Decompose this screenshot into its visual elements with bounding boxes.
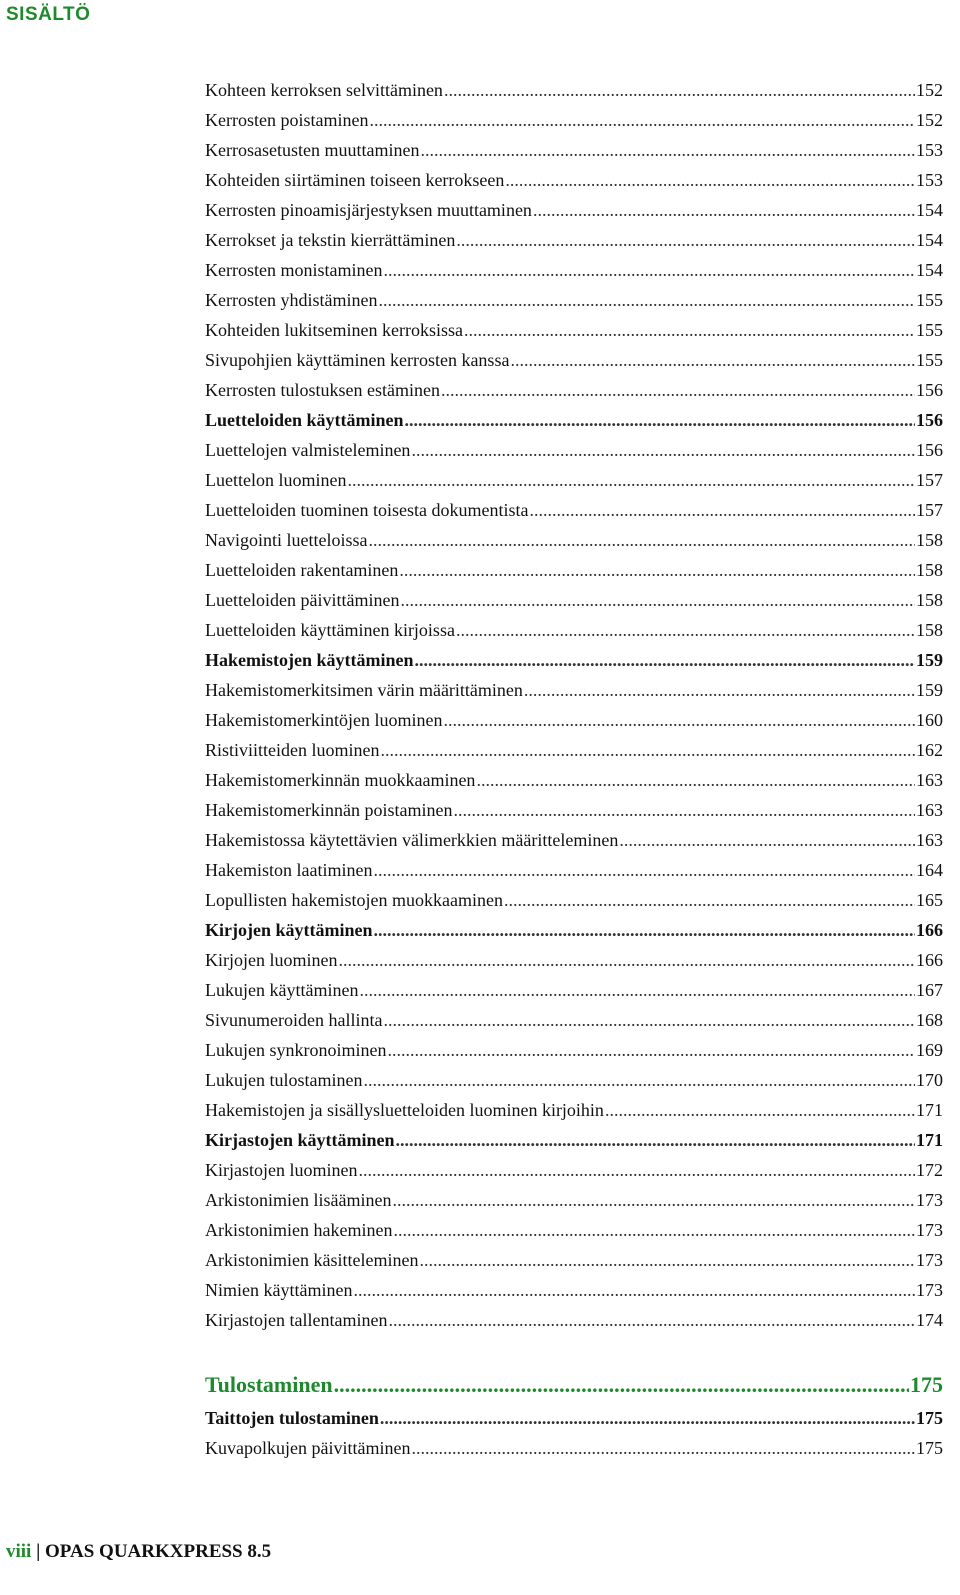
toc-entry-page: 156 (916, 440, 943, 460)
toc-entry[interactable] (205, 825, 943, 855)
footer-separator: | (36, 1541, 41, 1562)
toc-entry[interactable] (205, 345, 943, 375)
toc-entry-title: Lopullisten hakemistojen muokkaaminen (205, 890, 503, 910)
toc-entry-title: Luetteloiden tuominen toisesta dokumentista (205, 500, 529, 520)
toc-entry-page: 153 (916, 140, 943, 160)
toc-group-printing (205, 1403, 943, 1463)
toc-entry[interactable] (205, 615, 943, 645)
toc-entry-title: Arkistonimien käsitteleminen (205, 1250, 419, 1270)
toc-entry-title: Hakemistojen käyttäminen (205, 650, 414, 670)
toc-dot-leader (359, 975, 915, 1005)
toc-entry[interactable] (205, 855, 943, 885)
toc-dot-leader (373, 855, 915, 885)
toc-dot-leader (347, 465, 915, 495)
toc-entry[interactable] (205, 1035, 943, 1065)
footer-page-number: viii (6, 1541, 32, 1562)
toc-dot-leader (400, 585, 915, 615)
toc-entry-title: Kerrosten tulostuksen estäminen (205, 380, 440, 400)
toc-dot-leader (358, 1155, 915, 1185)
toc-entry-page: 164 (916, 860, 943, 880)
footer-book-title: OPAS QUARKXPRESS 8.5 (45, 1541, 272, 1562)
toc-spacer (205, 1335, 943, 1367)
toc-entry-title: Sivunumeroiden hallinta (205, 1010, 383, 1030)
toc-dot-leader (399, 555, 915, 585)
toc-entry[interactable] (205, 705, 943, 735)
toc-entry[interactable] (205, 555, 943, 585)
toc-entry[interactable] (205, 1275, 943, 1305)
toc-entry-page: 154 (916, 260, 943, 280)
toc-entry[interactable] (205, 585, 943, 615)
toc-dot-leader (456, 225, 915, 255)
toc-entry-page: 167 (916, 980, 943, 1000)
toc-entry[interactable] (205, 225, 943, 255)
toc-dot-leader (533, 195, 915, 225)
toc-entry-page: 163 (916, 800, 943, 820)
toc-entry-title: Hakemistomerkintöjen luominen (205, 710, 443, 730)
toc-entry-title: Luettelon luominen (205, 470, 347, 490)
toc-entry-page: 153 (916, 170, 943, 190)
toc-entry-title: Arkistonimien hakeminen (205, 1220, 393, 1240)
toc-section-heading[interactable] (205, 405, 943, 435)
toc-dot-leader (380, 1403, 915, 1433)
toc-dot-leader (441, 375, 915, 405)
toc-entry-title: Sivupohjien käyttäminen kerrosten kanssa (205, 350, 510, 370)
toc-dot-leader (338, 945, 915, 975)
toc-entry-title: Kuvapolkujen päivittäminen (205, 1438, 411, 1458)
toc-entry-title: Hakemistojen ja sisällysluetteloiden luominen kirjoihin (205, 1100, 604, 1120)
toc-dot-leader (395, 1125, 915, 1155)
toc-entry[interactable] (205, 495, 943, 525)
toc-entry[interactable] (205, 975, 943, 1005)
toc-entry[interactable] (205, 795, 943, 825)
toc-dot-leader (405, 405, 915, 435)
section-header: SISÄLTÖ (6, 4, 91, 25)
toc-entry-page: 170 (916, 1070, 943, 1090)
toc-dot-leader (373, 915, 915, 945)
toc-entry-page: 173 (916, 1220, 943, 1240)
toc-entry[interactable] (205, 1433, 943, 1463)
toc-dot-leader (383, 255, 915, 285)
toc-entry-page: 158 (916, 560, 943, 580)
toc-dot-leader (453, 795, 915, 825)
toc-entry-page: 154 (916, 230, 943, 250)
toc-entry-title: Kerrosten yhdistäminen (205, 290, 378, 310)
toc-entry-page: 159 (916, 680, 943, 700)
toc-entry-page: 175 (916, 1408, 943, 1428)
toc-entry-page: 160 (916, 710, 943, 730)
toc-section-heading[interactable] (205, 915, 943, 945)
toc-entry-title: Kirjojen luominen (205, 950, 338, 970)
toc-entry-page: 163 (916, 830, 943, 850)
toc-dot-leader (378, 285, 915, 315)
toc-entry-page: 158 (916, 620, 943, 640)
toc-entry[interactable] (205, 675, 943, 705)
toc-entry-title: Kohteiden lukitseminen kerroksissa (205, 320, 463, 340)
toc-entry-page: 157 (916, 470, 943, 490)
toc-entry-page: 155 (916, 350, 943, 370)
toc-entry-page: 173 (916, 1190, 943, 1210)
toc-chapter-heading[interactable] (205, 1367, 943, 1403)
toc-dot-leader (368, 525, 915, 555)
toc-entry-page: 166 (916, 920, 943, 940)
toc-entry-page: 166 (916, 950, 943, 970)
toc-entry-title: Taittojen tulostaminen (205, 1408, 379, 1428)
toc-entry[interactable] (205, 1065, 943, 1095)
toc-entry[interactable] (205, 1305, 943, 1335)
toc-entry-title: Hakemistomerkinnän poistaminen (205, 800, 453, 820)
toc-entry-title: Arkistonimien lisääminen (205, 1190, 392, 1210)
toc-entry-title: Navigointi luetteloissa (205, 530, 368, 550)
toc-dot-leader (619, 825, 915, 855)
toc-entry-title: Kohteiden siirtäminen toiseen kerrokseen (205, 170, 505, 190)
toc-entry[interactable] (205, 315, 943, 345)
toc-entry[interactable] (205, 1215, 943, 1245)
toc-entry-title: Kerrosten poistaminen (205, 110, 369, 130)
toc-dot-leader (387, 1035, 915, 1065)
toc-entry-title: Ristiviitteiden luominen (205, 740, 380, 760)
toc-entry[interactable] (205, 945, 943, 975)
toc-dot-leader (419, 1245, 915, 1275)
toc-entry-title: Kirjastojen käyttäminen (205, 1130, 395, 1150)
toc-entry-page: 157 (916, 500, 943, 520)
toc-entry-page: 163 (916, 770, 943, 790)
toc-entry-title: Lukujen synkronoiminen (205, 1040, 387, 1060)
toc-dot-leader (476, 765, 915, 795)
toc-entry-title: Nimien käyttäminen (205, 1280, 353, 1300)
toc-entry[interactable] (205, 765, 943, 795)
toc-entry-page: 162 (916, 740, 943, 760)
toc-entry[interactable] (205, 285, 943, 315)
toc-entry[interactable] (205, 1095, 943, 1125)
toc-entry-title: Luetteloiden rakentaminen (205, 560, 399, 580)
toc-entry-title: Kirjojen käyttäminen (205, 920, 373, 940)
toc-entry[interactable] (205, 165, 943, 195)
toc-section-heading[interactable] (205, 645, 943, 675)
toc-dot-leader (456, 615, 915, 645)
toc-entry[interactable] (205, 135, 943, 165)
toc-dot-leader (334, 1367, 909, 1403)
toc-entry-page: 173 (916, 1250, 943, 1270)
toc-dot-leader (504, 885, 915, 915)
toc-dot-leader (605, 1095, 915, 1125)
toc-entry-title: Kirjastojen luominen (205, 1160, 358, 1180)
toc-dot-leader (388, 1305, 915, 1335)
toc-entry[interactable] (205, 75, 943, 105)
toc-entry[interactable] (205, 1155, 943, 1185)
toc-entry-page: 173 (916, 1280, 943, 1300)
toc-dot-leader (383, 1005, 915, 1035)
toc-entry-title: Hakemistomerkitsimen värin määrittäminen (205, 680, 523, 700)
toc-entry-page: 152 (916, 80, 943, 100)
toc-entry-title: Hakemistomerkinnän muokkaaminen (205, 770, 476, 790)
toc-dot-leader (524, 675, 915, 705)
toc-dot-leader (505, 165, 915, 195)
toc-entry[interactable] (205, 885, 943, 915)
toc-entry-title: Kirjastojen tallentaminen (205, 1310, 388, 1330)
toc-entry-title: Luetteloiden käyttäminen kirjoissa (205, 620, 455, 640)
toc-entry-page: 152 (916, 110, 943, 130)
toc-section-heading[interactable] (205, 1403, 943, 1433)
toc-entry-page: 158 (916, 590, 943, 610)
toc-entry[interactable] (205, 105, 943, 135)
toc-entry-page: 175 (916, 1438, 943, 1458)
toc-entry-page: 154 (916, 200, 943, 220)
toc-dot-leader (381, 735, 916, 765)
table-of-contents (205, 75, 943, 1463)
toc-section-heading[interactable] (205, 1125, 943, 1155)
toc-entry-title: Luettelojen valmisteleminen (205, 440, 411, 460)
toc-entry-page: 174 (916, 1310, 943, 1330)
toc-entry-title: Kerrosten monistaminen (205, 260, 383, 280)
toc-entry-title: Luetteloiden käyttäminen (205, 410, 404, 430)
toc-dot-leader (393, 1215, 915, 1245)
toc-dot-leader (444, 75, 915, 105)
toc-entry-page: 171 (916, 1130, 943, 1150)
toc-entry-title: Lukujen käyttäminen (205, 980, 359, 1000)
page-footer (6, 1541, 271, 1563)
toc-dot-leader (510, 345, 915, 375)
toc-group-layers-lists (205, 75, 943, 1335)
toc-dot-leader (392, 1185, 915, 1215)
toc-dot-leader (529, 495, 915, 525)
toc-entry-title: Hakemiston laatiminen (205, 860, 373, 880)
toc-entry-page: 165 (916, 890, 943, 910)
toc-entry[interactable] (205, 1005, 943, 1035)
toc-entry[interactable] (205, 1245, 943, 1275)
toc-entry[interactable] (205, 255, 943, 285)
toc-dot-leader (415, 645, 916, 675)
toc-entry-title: Hakemistossa käytettävien välimerkkien määritteleminen (205, 830, 619, 850)
toc-entry-page: 155 (916, 320, 943, 340)
toc-dot-leader (363, 1065, 915, 1095)
toc-dot-leader (369, 105, 915, 135)
toc-dot-leader (464, 315, 915, 345)
toc-entry[interactable] (205, 195, 943, 225)
toc-entry[interactable] (205, 435, 943, 465)
toc-entry-title: Kerrokset ja tekstin kierrättäminen (205, 230, 456, 250)
toc-entry[interactable] (205, 465, 943, 495)
toc-entry[interactable] (205, 1185, 943, 1215)
toc-entry-title: Lukujen tulostaminen (205, 1070, 363, 1090)
toc-entry-page: 156 (916, 410, 943, 430)
toc-dot-leader (411, 435, 915, 465)
toc-entry-title: Kerrosten pinoamisjärjestyksen muuttaminen (205, 200, 532, 220)
toc-entry-title: Luetteloiden päivittäminen (205, 590, 400, 610)
toc-chapter-title: Tulostaminen (205, 1372, 333, 1397)
toc-entry-page: 168 (916, 1010, 943, 1030)
toc-entry-title: Kohteen kerroksen selvittäminen (205, 80, 443, 100)
toc-entry[interactable] (205, 375, 943, 405)
toc-entry-page: 158 (916, 530, 943, 550)
toc-entry-page: 159 (916, 650, 943, 670)
toc-entry-page: 155 (916, 290, 943, 310)
toc-entry[interactable] (205, 735, 943, 765)
toc-entry-page: 171 (916, 1100, 943, 1120)
toc-entry-page: 169 (916, 1040, 943, 1060)
toc-dot-leader (411, 1433, 915, 1463)
toc-entry-page: 156 (916, 380, 943, 400)
toc-chapter-page: 175 (910, 1372, 943, 1397)
toc-entry-page: 172 (916, 1160, 943, 1180)
toc-entry[interactable] (205, 525, 943, 555)
toc-dot-leader (443, 705, 915, 735)
toc-dot-leader (420, 135, 915, 165)
toc-dot-leader (353, 1275, 915, 1305)
toc-entry-title: Kerrosasetusten muuttaminen (205, 140, 420, 160)
